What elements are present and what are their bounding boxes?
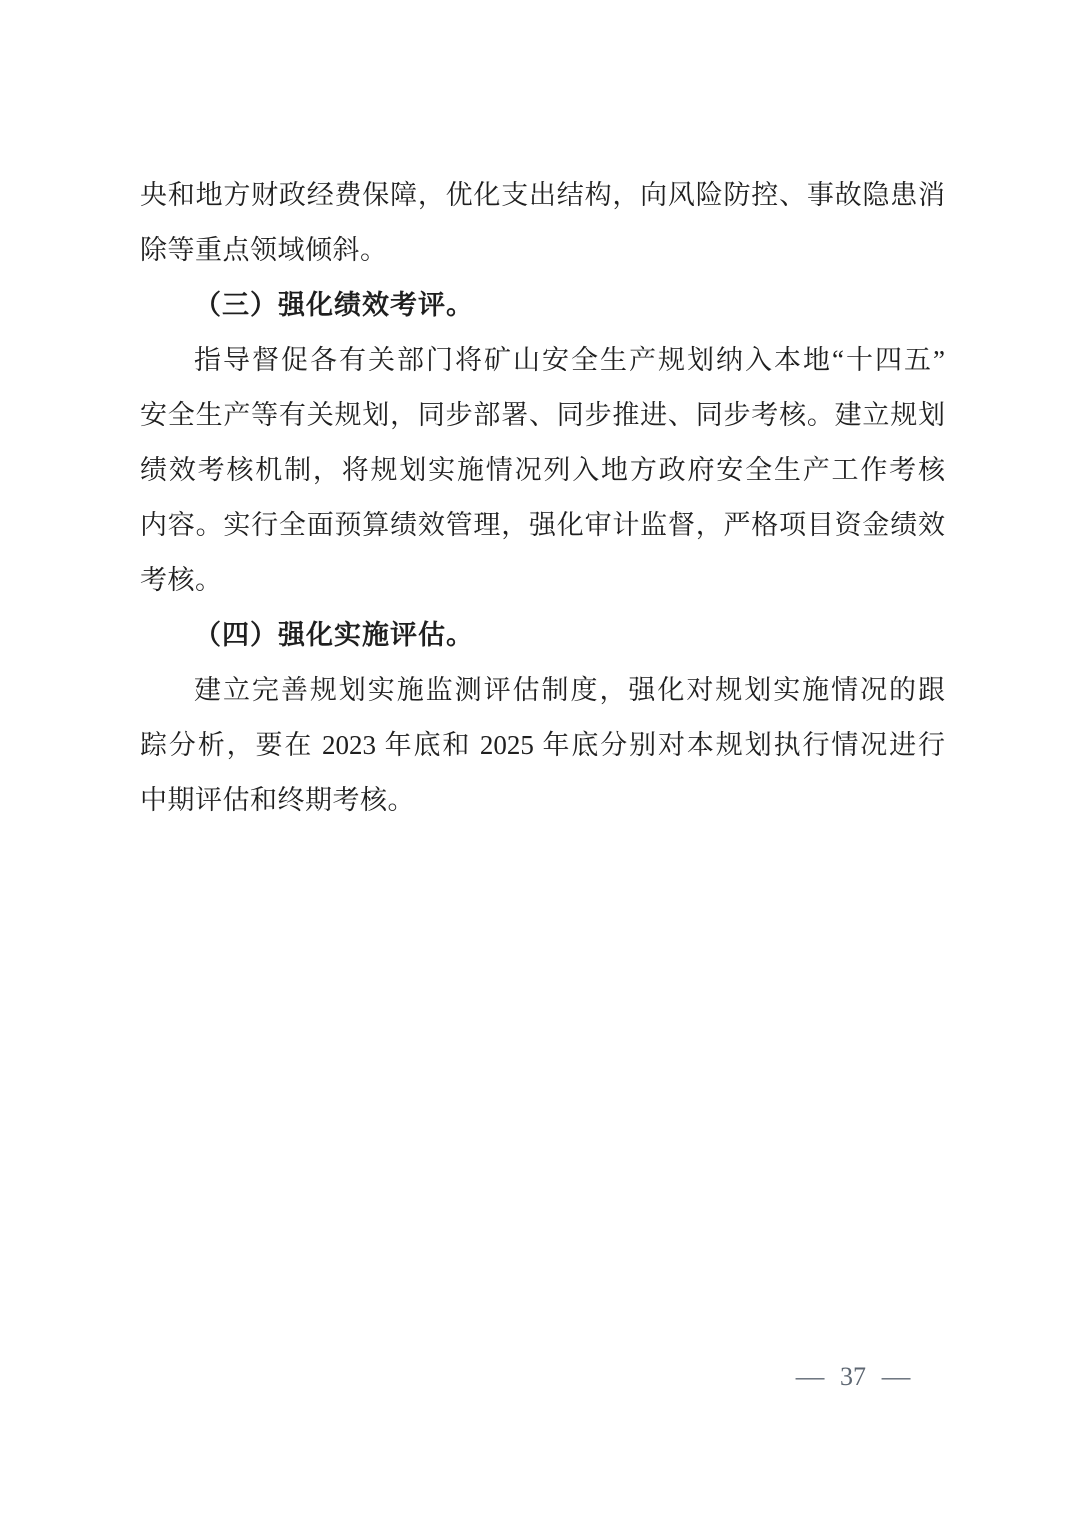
- document-body: [140, 168, 945, 828]
- body-line: 绩效考核机制，将规划实施情况列入地方政府安全生产工作考核: [140, 455, 945, 485]
- page-footer: [797, 1349, 909, 1404]
- body-line: 踪分析，要在 2023 年底和 2025 年底分别对本规划执行情况进行: [140, 730, 945, 760]
- body-line: 建立完善规划实施监测评估制度，强化对规划实施情况的跟: [194, 675, 945, 705]
- body-line: 安全生产等有关规划，同步部署、同步推进、同步考核。建立规划: [140, 400, 945, 430]
- page-number: 37: [840, 1361, 866, 1391]
- body-line: 内容。实行全面预算绩效管理，强化审计监督，严格项目资金绩效: [140, 510, 945, 540]
- body-line: 指导督促各有关部门将矿山安全生产规划纳入本地“十四五”: [194, 345, 945, 375]
- footer-dash-right: —: [881, 1361, 911, 1391]
- section-heading-4: （四）强化实施评估。: [194, 620, 474, 650]
- body-line: 除等重点领域倾斜。: [140, 235, 388, 265]
- body-line: 考核。: [140, 565, 223, 595]
- footer-dash-left: —: [795, 1361, 825, 1391]
- section-heading-3: （三）强化绩效考评。: [194, 290, 474, 320]
- body-line: 央和地方财政经费保障，优化支出结构，向风险防控、事故隐患消: [140, 180, 945, 210]
- body-line: 中期评估和终期考核。: [140, 785, 415, 815]
